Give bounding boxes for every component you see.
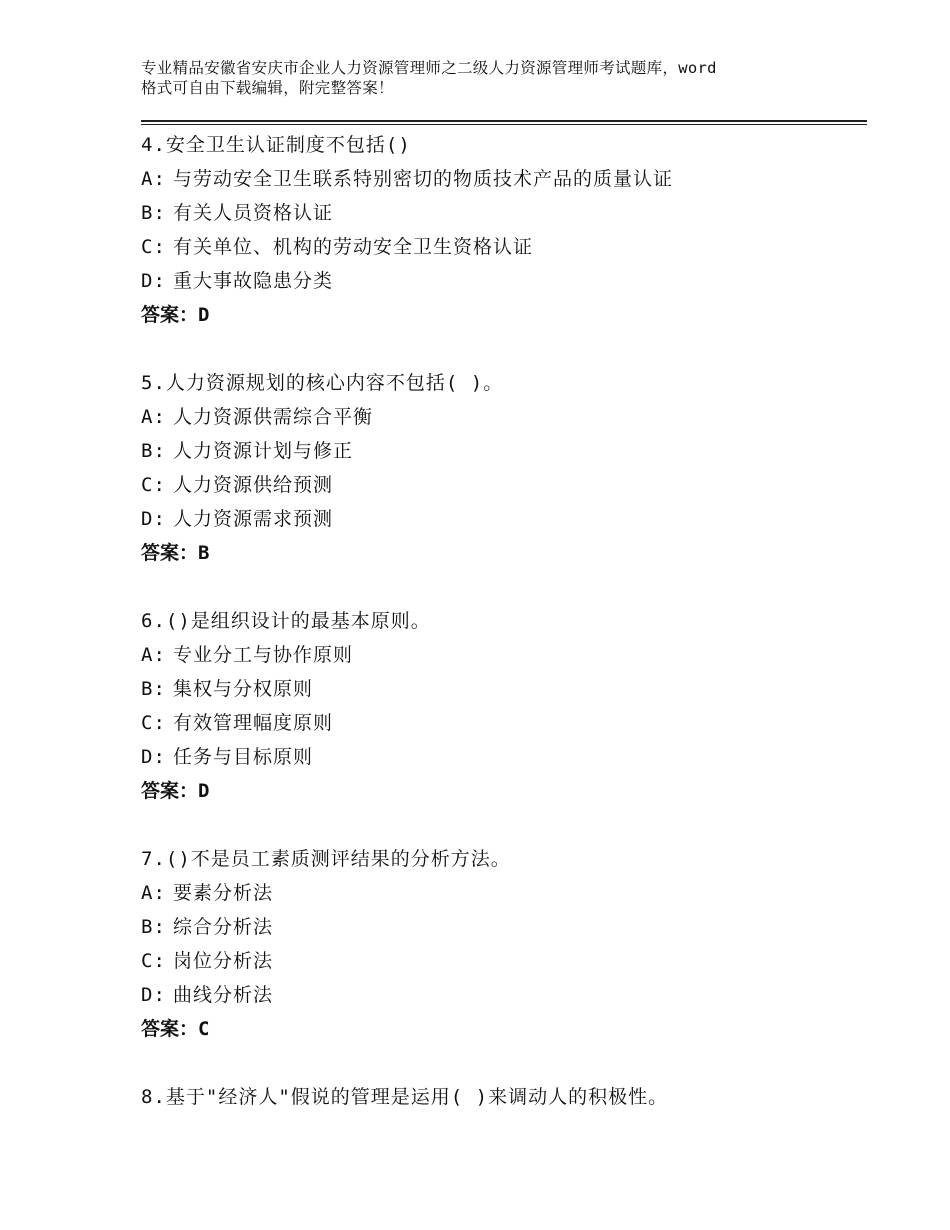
option-b	[141, 910, 901, 944]
option-c	[141, 468, 901, 502]
option-text: 集权与分权原则	[173, 678, 314, 700]
option-d	[141, 978, 901, 1012]
option-b	[141, 672, 901, 706]
header-divider-thick	[141, 120, 867, 122]
header-divider-thin	[141, 124, 867, 125]
option-c	[141, 230, 901, 264]
option-d	[141, 264, 901, 298]
option-key: C:	[141, 236, 166, 258]
question-item	[141, 604, 901, 808]
question-item	[141, 842, 901, 1046]
question-item	[141, 128, 901, 332]
option-text: 有关单位、机构的劳动安全卫生资格认证	[173, 236, 534, 258]
option-text: 有效管理幅度原则	[173, 712, 334, 734]
option-a	[141, 162, 901, 196]
question-stem: 8.基于"经济人"假说的管理是运用( )来调动人的积极性。	[141, 1086, 669, 1108]
answer-line: 答案：D	[141, 304, 210, 326]
question-stem: 5.人力资源规划的核心内容不包括( )。	[141, 372, 504, 394]
option-c	[141, 944, 901, 978]
question-stem: 6.()是组织设计的最基本原则。	[141, 610, 431, 632]
option-text: 专业分工与协作原则	[173, 644, 354, 666]
option-text: 任务与目标原则	[173, 746, 314, 768]
option-d	[141, 502, 901, 536]
option-text: 人力资源供给预测	[173, 474, 334, 496]
option-key: A:	[141, 882, 166, 904]
option-a	[141, 638, 901, 672]
question-stem: 4.安全卫生认证制度不包括()	[141, 134, 411, 156]
answer-line: 答案：B	[141, 542, 210, 564]
option-key: B:	[141, 202, 166, 224]
option-text: 人力资源计划与修正	[173, 440, 354, 462]
option-a	[141, 400, 901, 434]
header-line-1: 专业精品安徽省安庆市企业人力资源管理师之二级人力资源管理师考试题库，word	[141, 59, 717, 77]
option-text: 人力资源需求预测	[173, 508, 334, 530]
option-key: A:	[141, 644, 166, 666]
option-key: C:	[141, 474, 166, 496]
header-line-2: 格式可自由下载编辑，附完整答案！	[141, 79, 394, 97]
option-text: 人力资源供需综合平衡	[173, 406, 374, 428]
option-key: A:	[141, 168, 166, 190]
option-a	[141, 876, 901, 910]
option-text: 有关人员资格认证	[173, 202, 334, 224]
option-b	[141, 434, 901, 468]
option-key: B:	[141, 440, 166, 462]
option-key: D:	[141, 984, 166, 1006]
option-key: D:	[141, 270, 166, 292]
option-text: 岗位分析法	[173, 950, 274, 972]
question-list	[141, 128, 901, 1148]
option-key: A:	[141, 406, 166, 428]
option-text: 曲线分析法	[173, 984, 274, 1006]
answer-line: 答案：C	[141, 1018, 210, 1040]
option-c	[141, 706, 901, 740]
option-text: 综合分析法	[173, 916, 274, 938]
answer-line: 答案：D	[141, 780, 210, 802]
option-key: B:	[141, 678, 166, 700]
question-stem: 7.()不是员工素质测评结果的分析方法。	[141, 848, 511, 870]
option-key: C:	[141, 712, 166, 734]
option-key: B:	[141, 916, 166, 938]
option-key: C:	[141, 950, 166, 972]
option-key: D:	[141, 746, 166, 768]
option-text: 要素分析法	[173, 882, 274, 904]
option-d	[141, 740, 901, 774]
question-item	[141, 1080, 901, 1114]
document-header	[141, 58, 831, 98]
question-item	[141, 366, 901, 570]
option-text: 重大事故隐患分类	[173, 270, 334, 292]
option-text: 与劳动安全卫生联系特别密切的物质技术产品的质量认证	[173, 168, 674, 190]
option-key: D:	[141, 508, 166, 530]
option-b	[141, 196, 901, 230]
